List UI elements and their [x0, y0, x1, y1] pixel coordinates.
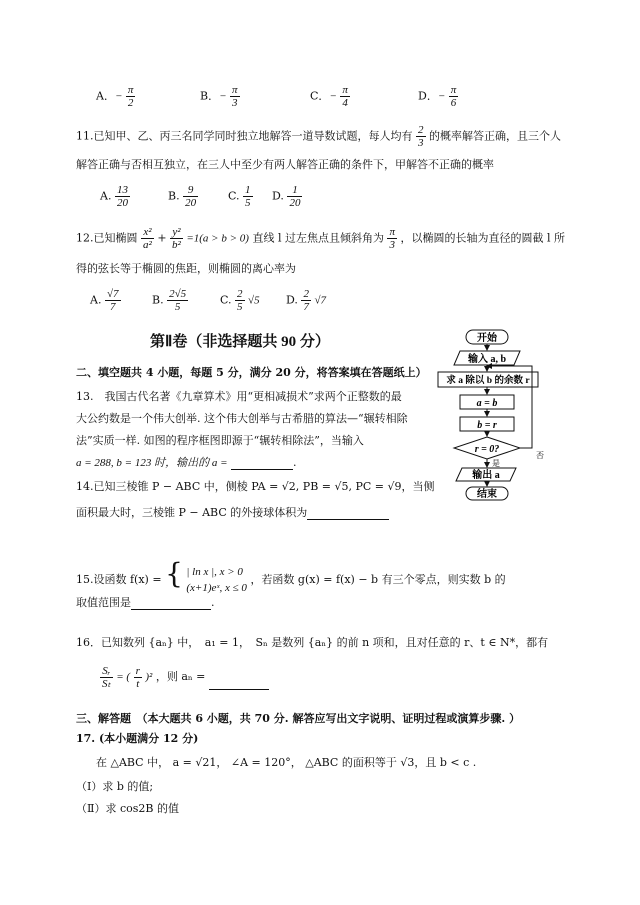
q15-line2: 取值范围是 . [76, 596, 215, 609]
q12-line2: 得的弦长等于椭圆的焦距，则椭圆的离心率为 [76, 262, 296, 275]
flow-output-label: 输出 a [472, 470, 500, 481]
q12-option-c: C. $\frac{2}{5}$ √5 [220, 288, 260, 313]
q12-option-a: A. $\frac{√7}{7}$ [90, 288, 119, 313]
q16-line2: $\frac{\text{Sᵣ}}{\text{Sₜ}}$ = ( $\frac{r}{t}$ )² ，则 aₙ = [100, 664, 269, 690]
q10-option-d: D．− $\frac{\pi}{6}$ [418, 84, 457, 109]
flow-yes-label: 是 [492, 459, 500, 468]
q14-line1: 14.已知三棱锥 P − ABC 中，侧棱 PA = √2, PB = √5, PC = √9，当侧 [76, 480, 435, 493]
flow-start-label: 开始 [477, 333, 497, 344]
q11-option-b: B. $\frac{9}{20}$ [168, 184, 197, 209]
flow-input-label: 输入 a, b [467, 354, 507, 365]
flow-remainder-label: 求 a 除以 b 的余数 r [446, 376, 530, 386]
q13-line4: a = 288, b = 123 时，输出的 a = . [76, 456, 297, 469]
q12-option-b: B. $\frac{2√5}{5}$ [152, 288, 187, 313]
q10-option-b: B．− $\frac{\pi}{3}$ [200, 84, 238, 109]
q11-line1: 11.已知甲、乙、丙三名同学同时独立地解答一道导数试题，每人均有 $\frac{2}{3}$ 的概率解答正确，且三个人 [76, 124, 561, 149]
q11-line2: 解答正确与否相互独立，在三人中至少有两人解答正确的条件下，甲解答不正确的概率 [76, 158, 494, 171]
q11-option-d: D. $\frac{1}{20}$ [272, 184, 301, 209]
q17-title: 17. (本小题满分 12 分) [76, 732, 199, 745]
flowchart-diagram [428, 326, 578, 502]
q15-case1: | ln x |, x > 0 [186, 566, 243, 578]
q13-line2: 大公约数是一个伟大创举. 这个伟大创举与古希腊的算法—“辗转相除 [76, 412, 408, 425]
q13-answer-blank [231, 457, 293, 470]
flow-assign-a-label: a = b [476, 398, 498, 409]
flow-condition-label: r = 0? [474, 444, 500, 455]
q16-answer-blank [209, 677, 269, 690]
q10-option-a: A．− $\frac{\pi}{2}$ [96, 84, 134, 109]
q12-option-d: D. $\frac{2}{7}$ √7 [286, 288, 326, 313]
q15-case2: (x+1)eˣ, x ≤ 0 [186, 582, 247, 594]
flow-no-label: 否 [536, 451, 544, 460]
q13-line3: 法”实质一样. 如图的程序框图即源于“辗转相除法”，当输入 [76, 434, 364, 447]
q17-body: 在 △ABC 中， a = √21， ∠A = 120°， △ABC 的面积等于 √3，且 b < c . [96, 756, 477, 769]
q17-part-ii: （Ⅱ）求 cos2B 的值 [76, 802, 179, 815]
flow-end-label: 结束 [477, 489, 497, 500]
q16-line1: 16．已知数列 {aₙ} 中， a₁ = 1， Sₙ 是数列 {aₙ} 的前 n 项和，且对任意的 r、t ∈ N*，都有 [76, 636, 549, 649]
q10-option-c: C．− $\frac{\pi}{4}$ [310, 84, 348, 109]
fill-in-header: 二、填空题共 4 小题，每题 5 分，满分 20 分，将答案填在答题纸上） [76, 366, 427, 379]
part3-header: 三、解答题 （本大题共 6 小题，共 70 分. 解答应写出文字说明、证明过程或演算步骤. ） [76, 712, 521, 725]
q14-answer-blank [307, 507, 389, 520]
q13-line1: 13. 我国古代名著《九章算术》用“更相减损术”求两个正整数的最 [76, 390, 402, 403]
q15-line1: 15.设函数 f(x) = { | ln x |, x > 0 (x+1)eˣ, x ≤ 0 ，若函数 g(x) = f(x) − b 有三个零点，则实数 b 的 [76, 557, 506, 594]
flow-assign-b-label: b = r [477, 420, 497, 431]
q14-line2: 面积最大时，三棱锥 P − ABC 的外接球体积为 [76, 506, 389, 520]
q17-part-i: （Ⅰ）求 b 的值; [76, 780, 154, 793]
q11-option-c: C. $\frac{1}{5}$ [228, 184, 251, 209]
q11-option-a: A. $\frac{13}{20}$ [100, 184, 128, 209]
part2-title: 第Ⅱ卷（非选择题共 90 分） [150, 334, 330, 350]
q12-line1: 12.已知椭圆 $\frac{\text{x²}}{\text{a²}}$ + $\frac{\text{y²}}{\text{b²}}$ =1(a > b > 0) 直线 l 过左焦点且倾斜角为 $\frac{\pi}{3}$ ，以椭圆的长轴为直径的圆截 l 所 [76, 226, 565, 251]
q15-answer-blank [131, 597, 211, 610]
